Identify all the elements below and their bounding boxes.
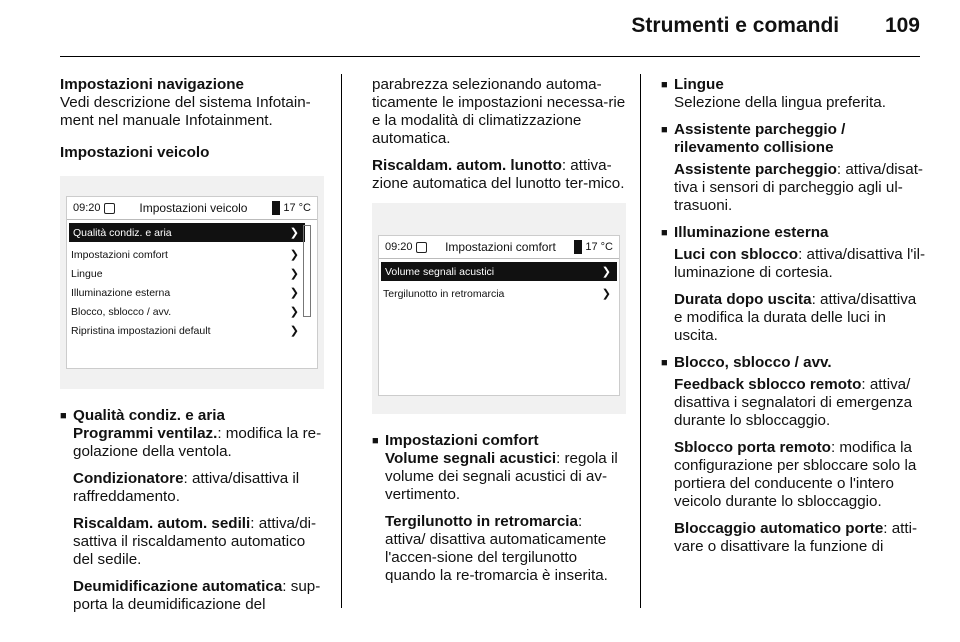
paragraph: Assistente parcheggio: attiva/disat-tiva i sensori di parcheggio agli ul-trasuoni.	[674, 161, 923, 214]
chevron-right-icon: ❯	[289, 305, 299, 318]
page-number: 109	[884, 14, 920, 37]
bullet-heading: ■ Lingue	[661, 76, 926, 94]
bullet-heading: ■ Assistente parcheggio / rilevamento collisione	[661, 121, 926, 157]
paragraph: Riscaldam. autom. sedili: attiva/di-sattiva il riscaldamento automatico del sedile.	[73, 515, 317, 568]
temperature: 17 °C	[585, 241, 613, 253]
paragraph: Riscaldam. autom. lunotto: attiva-zione automatica del lunotto ter-mico.	[372, 157, 625, 192]
chevron-right-icon: ❯	[289, 226, 299, 239]
paragraph: Selezione della lingua preferita.	[674, 94, 886, 111]
bullet-heading: ■ Blocco, sblocco / avv.	[661, 354, 926, 372]
paragraph: parabrezza selezionando automa-ticamente le impostazioni necessa-rie e la modalità di climatizzazione automatica.	[372, 76, 626, 147]
chevron-right-icon: ❯	[601, 287, 611, 300]
chevron-right-icon: ❯	[289, 324, 299, 337]
column-1	[60, 76, 322, 623]
clock-icon	[104, 203, 115, 214]
clock-time: 09:20	[385, 241, 413, 253]
menu-item[interactable]: Blocco, sblocco / avv. ❯	[67, 302, 317, 321]
paragraph: Tergilunotto in retromarcia: attiva/ disattiva automaticamente l'accen-sione del tergilunotto quando la re-tromarcia è inserita.	[385, 513, 608, 584]
paragraph: Durata dopo uscita: attiva/disattiva e modifica la durata delle luci in uscita.	[674, 291, 917, 344]
paragraph: Sblocco porta remoto: modifica la configurazione per sbloccare solo la portiera del conducente o l'intero veicolo durante lo sbloccaggio.	[674, 439, 917, 510]
thermometer-icon	[272, 201, 280, 215]
menu-item[interactable]: Tergilunotto in retromarcia ❯	[379, 284, 619, 303]
chevron-right-icon: ❯	[289, 267, 299, 280]
header-rule	[60, 56, 920, 57]
bullet-heading: ■ Illuminazione esterna	[661, 224, 926, 242]
paragraph: Luci con sblocco: attiva/disattiva l'il-luminazione di cortesia.	[674, 246, 926, 281]
screen-comfort-settings	[372, 203, 626, 414]
menu-item[interactable]: Qualità condiz. e aria ❯	[69, 223, 305, 242]
page-header	[631, 14, 920, 38]
chevron-right-icon: ❯	[289, 248, 299, 261]
menu-item[interactable]: Lingue ❯	[67, 264, 317, 283]
menu-item[interactable]: Volume segnali acustici ❯	[381, 262, 617, 281]
screen-vehicle-settings	[60, 176, 324, 389]
clock-time: 09:20	[73, 202, 101, 214]
paragraph: Deumidificazione automatica: sup-porta la deumidificazione del	[73, 578, 321, 613]
paragraph: Vedi descrizione del sistema Infotain-ment nel manuale Infotainment.	[60, 94, 311, 129]
heading-vehicle: Impostazioni veicolo	[60, 144, 210, 161]
section-title: Strumenti e comandi	[631, 14, 840, 37]
menu-item[interactable]: Ripristina impostazioni default ❯	[67, 321, 317, 340]
temperature: 17 °C	[283, 202, 311, 214]
menu-item[interactable]: Illuminazione esterna ❯	[67, 283, 317, 302]
scrollbar[interactable]	[303, 225, 311, 317]
paragraph: Feedback sblocco remoto: attiva/ disattiva i segnalatori di emergenza durante lo sbloccaggio.	[674, 376, 913, 429]
menu-item[interactable]: Impostazioni comfort ❯	[67, 245, 317, 264]
screen-title: Impostazioni veicolo	[139, 201, 248, 215]
thermometer-icon	[574, 240, 582, 254]
chevron-right-icon: ❯	[601, 265, 611, 278]
paragraph: Volume segnali acustici: regola il volume dei segnali acustici di av-vertimento.	[385, 450, 618, 503]
chevron-right-icon: ❯	[289, 286, 299, 299]
bullet-heading: ■ Impostazioni comfort	[372, 432, 626, 450]
column-3	[661, 76, 926, 565]
column-2	[372, 76, 626, 594]
clock-icon	[416, 242, 427, 253]
heading-navigation: Impostazioni navigazione	[60, 76, 244, 93]
paragraph: Programmi ventilaz.: modifica la re-golazione della ventola.	[73, 425, 322, 460]
bullet-heading: ■ Qualità condiz. e aria	[60, 407, 322, 425]
paragraph: Condizionatore: attiva/disattiva il raffreddamento.	[73, 470, 300, 505]
column-divider	[341, 74, 342, 608]
screen-title: Impostazioni comfort	[445, 240, 556, 254]
paragraph: Bloccaggio automatico porte: atti-vare o disattivare la funzione di	[674, 520, 918, 555]
column-divider	[640, 74, 641, 608]
